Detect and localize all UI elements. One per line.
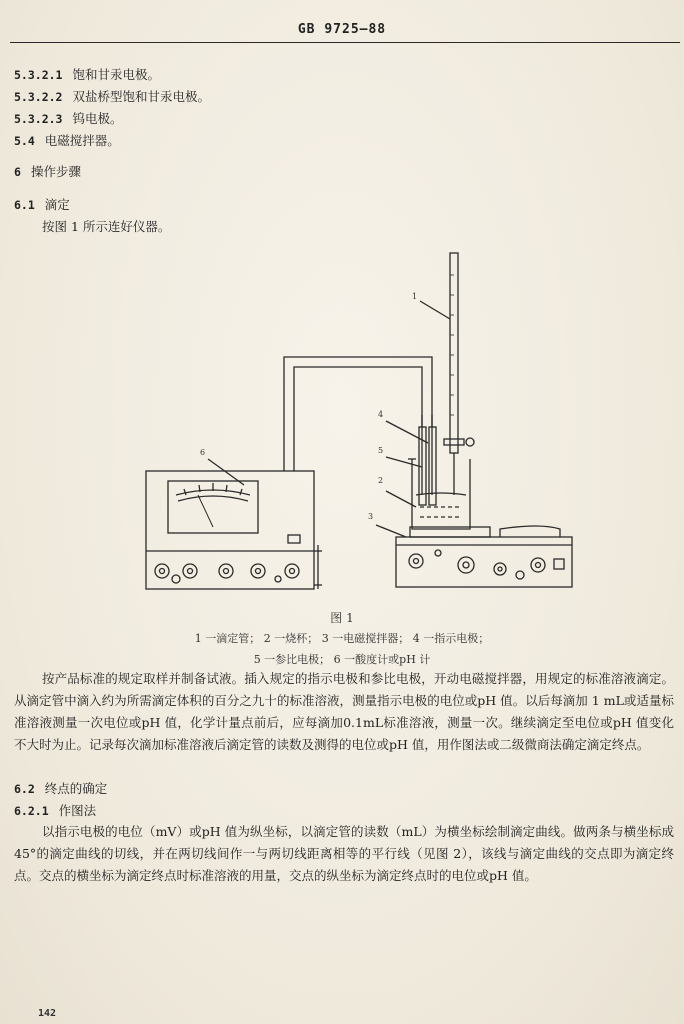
figure-legend-line-1: 1 一滴定管； 2 一烧杯； 3 一电磁搅拌器； 4 一指示电极；: [194, 632, 490, 645]
section-number: 6.1: [14, 198, 35, 212]
section-5-3-2-1: [14, 67, 160, 83]
section-number: 5.3.2.3: [14, 112, 63, 126]
page-number: 142: [38, 1008, 57, 1019]
section-5-3-2-3: [14, 111, 122, 127]
ph-meter-body: [146, 471, 314, 589]
figure-label: 1: [412, 292, 418, 301]
figure-title: 图 1: [330, 611, 354, 625]
section-number: 6: [14, 165, 21, 179]
section-text: 滴定: [44, 197, 70, 212]
section-6: [14, 164, 81, 180]
section-6-1-body: 按图 1 所示连好仪器。: [42, 219, 171, 234]
section-number: 5.3.2.1: [14, 68, 63, 82]
section-text: 电磁搅拌器。: [44, 133, 120, 148]
section-number: 6.2: [14, 782, 35, 796]
section-6-2-1: [14, 803, 96, 819]
section-text: 作图法: [58, 803, 97, 818]
burette: [450, 253, 458, 453]
figure-label: 3: [368, 512, 374, 521]
standard-code-header: GB 9725—88: [297, 22, 387, 37]
figure-label: 2: [378, 476, 384, 485]
titration-procedure-paragraph: 按产品标准的规定取样并制备试液。插入规定的指示电极和参比电极，开动电磁搅拌器，用规定的标准溶液滴定。从滴定管中滴入约为所需滴定体积的百分之九十的标准溶液，测量指示电极的电位或pH 值。以后每滴加 1 mL或适量标准溶液测量一次电位或pH 值，化学计量点前后，应每滴加0.1mL标准溶液，测量一次。继续滴定至电位或pH 值变化不大时为止。记录每次滴加标准溶液后滴定管的读数及测得的电位或pH 值，用作图法或二级微商法确定滴定终点。: [14, 671, 674, 752]
section-text: 双盐桥型饱和甘汞电极。: [72, 89, 210, 104]
figure-legend-line-2: 5 一参比电极； 6 一酸度计或pH 计: [253, 653, 431, 666]
graphing-method-paragraph: 以指示电极的电位（mV）或pH 值为纵坐标，以滴定管的读数（mL）为横坐标绘制滴定曲线。做两条与横坐标成45°的滴定曲线的切线，并在两切线间作一与两切线距离相等的平行线（见图 2），该线与滴定曲线的交点即为滴定终点。交点的横坐标为滴定终点时标准溶液的用量，交点的纵坐标为滴定终点时的电位或pH 值。: [14, 824, 674, 883]
figure-label: 5: [378, 446, 384, 455]
figure-label: 6: [200, 448, 206, 457]
figure-1-apparatus: [140, 245, 580, 605]
header-rule: [10, 42, 680, 43]
section-number: 6.2.1: [14, 804, 49, 818]
section-text: 操作步骤: [30, 164, 81, 179]
figure-label: 4: [378, 410, 384, 419]
section-number: 5.3.2.2: [14, 90, 63, 104]
section-text: 饱和甘汞电极。: [72, 67, 160, 82]
section-5-4: [14, 133, 120, 149]
section-text: 终点的确定: [44, 781, 108, 796]
section-number: 5.4: [14, 134, 35, 148]
section-6-2: [14, 781, 107, 797]
section-6-1: [14, 197, 70, 213]
section-text: 钨电极。: [72, 111, 123, 126]
section-5-3-2-2: [14, 89, 210, 105]
